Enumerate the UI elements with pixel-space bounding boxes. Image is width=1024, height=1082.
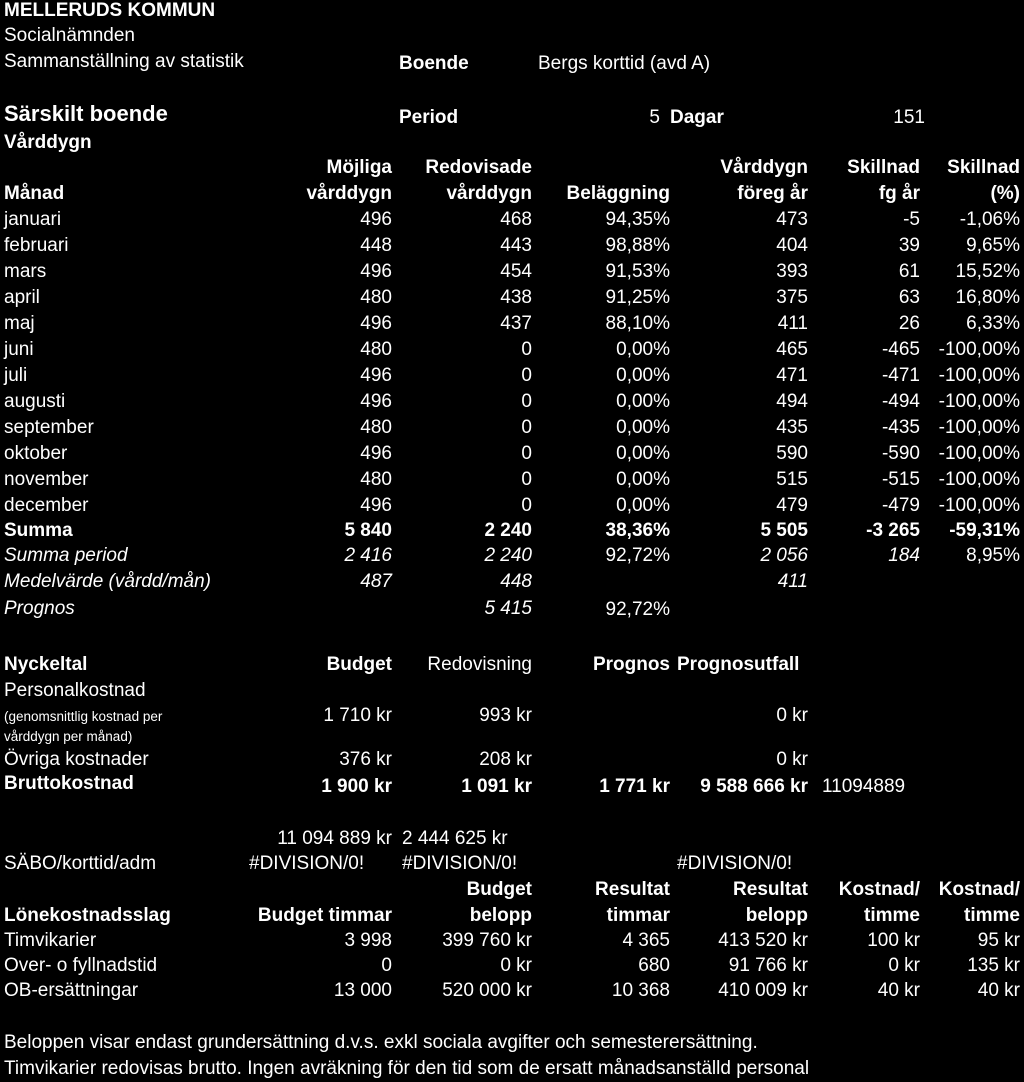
nyckeltal-prognos-header: Prognos [592,654,670,675]
cell-mojliga: 496 [360,443,392,464]
lone-cell-kost2: 40 kr [977,980,1020,1001]
cell-foreg: 471 [776,365,808,386]
summa-skillnad-pct: -59,31% [949,520,1020,541]
cell-redovisade: 437 [500,313,532,334]
cell-skillnad: 61 [898,261,920,282]
cell-skillnad-pct: -100,00% [938,495,1020,516]
cell-skillnad: -515 [881,469,920,490]
cell-skillnad: -590 [881,443,920,464]
cell-manad: mars [4,261,47,282]
cell-manad: augusti [4,391,66,412]
summa-period-mojliga: 2 416 [344,545,392,566]
lone-cell-res-belopp: 410 009 kr [718,980,808,1001]
org-name: MELLERUDS KOMMUN [4,0,216,21]
lone-header-kost1-2: timme [864,905,920,926]
cell-skillnad-pct: 16,80% [955,287,1020,308]
cell-belaggning: 94,35% [605,209,670,230]
summa-redovisade: 2 240 [484,520,532,541]
medelvarde-foreg: 411 [777,571,808,592]
cell-redovisade: 0 [521,339,532,360]
cell-mojliga: 496 [360,365,392,386]
summa-mojliga: 5 840 [344,520,392,541]
department: Socialnämnden [4,25,135,46]
footer-note-1: Beloppen visar endast grundersättning d.v.s. exkl sociala avgifter och semesterersättning. [4,1032,758,1053]
header-redovisade-2: vårddygn [446,183,532,204]
boende-value: Bergs korttid (avd A) [538,53,711,74]
lone-header-budget-timmar: Budget timmar [257,905,392,926]
cell-manad: november [4,469,89,490]
cell-mojliga: 480 [360,339,392,360]
subsection-title: Vårddygn [4,132,92,153]
sabo-error-3: #DIVISION/0! [677,853,793,874]
cell-skillnad-pct: -100,00% [938,365,1020,386]
cell-manad: december [4,495,89,516]
medelvarde-redovisade: 448 [500,571,532,592]
personal-note-1: (genomsnittlig kostnad per [4,709,163,724]
summa-period-skillnad-pct: 8,95% [966,545,1020,566]
cell-skillnad-pct: -1,06% [959,209,1020,230]
lone-cell-budget-timmar: 3 998 [344,930,392,951]
summa-period-redovisade: 2 240 [484,545,532,566]
ovriga-utfall: 0 kr [776,749,808,770]
footer-note-2: Timvikarier redovisas brutto. Ingen avräkning för den tid som de ersatt månadsanställd personal [4,1058,810,1079]
lone-cell-budget-timmar: 0 [381,955,392,976]
nyckeltal-label: Nyckeltal [4,654,88,675]
period-label: Period [399,107,459,128]
cell-redovisade: 438 [500,287,532,308]
ovriga-budget: 376 kr [339,749,392,770]
lone-header-res-timmar-1: Resultat [595,879,670,900]
header-belaggning: Beläggning [566,183,670,204]
cell-mojliga: 496 [360,313,392,334]
lone-cell-kost2: 135 kr [967,955,1020,976]
boende-label: Boende [399,53,469,74]
summa-period-label: Summa period [4,545,128,566]
summa-period-skillnad: 184 [888,545,920,566]
lone-cell-kost1: 100 kr [867,930,920,951]
ovriga-redovisning: 208 kr [479,749,532,770]
header-mojliga-1: Möjliga [326,157,392,178]
report-subtitle: Sammanställning av statistik [4,51,244,72]
lone-cell-budget-timmar: 13 000 [333,980,392,1001]
personal-label: Personalkostnad [4,680,146,701]
summa-period-foreg: 2 056 [760,545,808,566]
summa-skillnad: -3 265 [866,520,920,541]
cell-skillnad-pct: -100,00% [938,469,1020,490]
cell-redovisade: 0 [521,443,532,464]
cell-foreg: 473 [776,209,808,230]
medelvarde-label: Medelvärde (vårdd/mån) [4,571,211,592]
sabo-error-2: #DIVISION/0! [402,853,518,874]
cell-foreg: 479 [776,495,808,516]
lone-cell-label: OB-ersättningar [4,980,139,1001]
header-skillnad-pct-1: Skillnad [947,157,1020,178]
cell-belaggning: 0,00% [616,417,670,438]
nyckeltal-redovisning-header: Redovisning [427,654,532,675]
cell-skillnad: 26 [898,313,920,334]
lone-cell-budget-belopp: 0 kr [500,955,532,976]
cell-belaggning: 88,10% [605,313,670,334]
cell-mojliga: 496 [360,261,392,282]
prognos-label: Prognos [4,598,75,619]
cell-skillnad-pct: 9,65% [966,235,1020,256]
cell-redovisade: 454 [500,261,532,282]
cell-belaggning: 0,00% [616,443,670,464]
cell-redovisade: 0 [521,391,532,412]
cell-mojliga: 496 [360,391,392,412]
cell-belaggning: 0,00% [616,339,670,360]
lone-header-kost2-1: Kostnad/ [938,879,1020,900]
cell-foreg: 375 [776,287,808,308]
lone-cell-label: Over- o fyllnadstid [4,955,158,976]
summa-foreg: 5 505 [760,520,808,541]
lone-cell-kost2: 95 kr [977,930,1020,951]
header-foreg-2: föreg år [737,183,808,204]
lone-cell-res-timmar: 10 368 [611,980,670,1001]
brutto-extra: 11094889 [822,776,906,797]
lone-cell-res-belopp: 91 766 kr [728,955,808,976]
lone-cell-label: Timvikarier [4,930,97,951]
cell-belaggning: 0,00% [616,469,670,490]
lone-cell-budget-belopp: 520 000 kr [442,980,532,1001]
cell-manad: maj [4,313,35,334]
cell-mojliga: 496 [360,209,392,230]
cell-skillnad-pct: 15,52% [955,261,1020,282]
lone-cell-res-timmar: 680 [638,955,670,976]
cell-skillnad-pct: 6,33% [966,313,1020,334]
cell-mojliga: 448 [360,235,392,256]
lone-header-kost1-1: Kostnad/ [838,879,920,900]
prognos-redovisade: 5 415 [484,598,532,619]
cell-skillnad: -471 [881,365,920,386]
cell-belaggning: 0,00% [616,365,670,386]
cell-mojliga: 480 [360,287,392,308]
brutto-budget: 1 900 kr [321,776,392,797]
summa-period-belaggning: 92,72% [605,545,670,566]
cell-foreg: 515 [776,469,808,490]
personal-utfall: 0 kr [776,705,808,726]
brutto-prognos: 1 771 kr [599,776,670,797]
brutto-utfall: 9 588 666 kr [700,776,808,797]
cell-foreg: 435 [776,417,808,438]
personal-note-2: vårddygn per månad) [4,729,133,744]
medelvarde-mojliga: 487 [360,571,392,592]
lone-cell-kost1: 40 kr [877,980,920,1001]
cell-redovisade: 0 [521,469,532,490]
cell-skillnad: 39 [898,235,920,256]
cell-skillnad: -435 [881,417,920,438]
cell-manad: oktober [4,443,68,464]
summa-label: Summa [4,520,73,541]
personal-budget: 1 710 kr [323,705,392,726]
prognos-belaggning: 92,72% [605,599,670,620]
cell-redovisade: 0 [521,417,532,438]
cell-skillnad-pct: -100,00% [938,417,1020,438]
sabo-label: SÄBO/korttid/adm [4,853,157,874]
cell-redovisade: 0 [521,365,532,386]
cell-foreg: 404 [776,235,808,256]
lone-header-label: Lönekostnadsslag [4,905,171,926]
sabo-error-1: #DIVISION/0! [249,853,365,874]
nyckeltal-utfall-header: Prognosutfall [677,654,800,675]
cell-belaggning: 0,00% [616,495,670,516]
period-value: 5 [649,107,660,128]
dagar-label: Dagar [670,107,724,128]
cell-manad: september [4,417,94,438]
cell-skillnad-pct: -100,00% [938,339,1020,360]
personal-redovisning: 993 kr [479,705,532,726]
cell-mojliga: 496 [360,495,392,516]
header-redovisade-1: Redovisade [425,157,532,178]
cell-mojliga: 480 [360,417,392,438]
cell-skillnad: -5 [903,209,920,230]
cell-skillnad: -479 [881,495,920,516]
header-skillnad-1: Skillnad [847,157,920,178]
header-manad: Månad [4,183,65,204]
cell-mojliga: 480 [360,469,392,490]
cell-belaggning: 98,88% [605,235,670,256]
lone-cell-res-belopp: 413 520 kr [718,930,808,951]
cell-manad: juli [4,365,28,386]
summa-belaggning: 38,36% [605,520,670,541]
lone-header-budget-belopp-2: belopp [469,905,532,926]
sabo-total-1: 11 094 889 kr [277,828,392,849]
cell-belaggning: 0,00% [616,391,670,412]
brutto-label: Bruttokostnad [4,773,134,794]
cell-skillnad: 63 [898,287,920,308]
cell-skillnad-pct: -100,00% [938,443,1020,464]
cell-foreg: 590 [776,443,808,464]
section-title: Särskilt boende [4,101,168,126]
header-foreg-1: Vårddygn [720,157,808,178]
cell-manad: april [4,287,40,308]
lone-header-kost2-2: timme [964,905,1020,926]
cell-foreg: 465 [776,339,808,360]
cell-manad: februari [4,235,69,256]
cell-belaggning: 91,53% [605,261,670,282]
cell-foreg: 411 [777,313,808,334]
lone-cell-kost1: 0 kr [888,955,920,976]
cell-foreg: 494 [776,391,808,412]
cell-redovisade: 0 [521,495,532,516]
header-skillnad-pct-2: (%) [990,183,1020,204]
cell-manad: januari [4,209,62,230]
cell-skillnad: -494 [881,391,920,412]
ovriga-label: Övriga kostnader [4,749,149,770]
lone-header-res-belopp-2: belopp [745,905,808,926]
brutto-redovisning: 1 091 kr [461,776,532,797]
header-skillnad-2: fg år [878,183,920,204]
lone-header-res-timmar-2: timmar [606,905,670,926]
lone-cell-res-timmar: 4 365 [622,930,670,951]
cell-belaggning: 91,25% [605,287,670,308]
cell-manad: juni [4,339,34,360]
nyckeltal-budget-header: Budget [326,654,392,675]
lone-header-budget-belopp-1: Budget [466,879,532,900]
lone-header-res-belopp-1: Resultat [733,879,808,900]
sabo-total-2: 2 444 625 kr [402,828,508,849]
cell-skillnad-pct: -100,00% [938,391,1020,412]
lone-cell-budget-belopp: 399 760 kr [442,930,532,951]
cell-foreg: 393 [776,261,808,282]
dagar-value: 151 [893,107,925,128]
cell-redovisade: 468 [500,209,532,230]
cell-redovisade: 443 [500,235,532,256]
header-mojliga-2: vårddygn [306,183,392,204]
cell-skillnad: -465 [881,339,920,360]
